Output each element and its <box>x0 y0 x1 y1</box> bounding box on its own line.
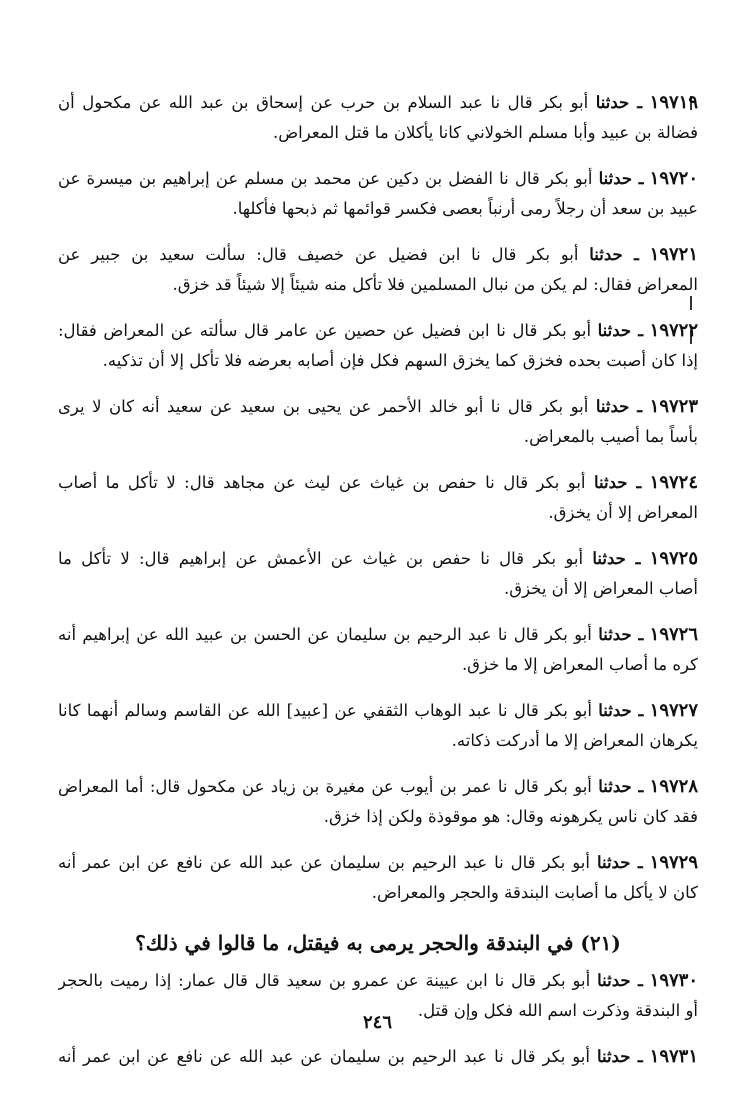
entry-number: ١٩٧٢٣ <box>649 396 698 417</box>
hadith-entry <box>58 316 698 376</box>
entry-lead: ـ حدثنا <box>589 245 639 264</box>
entry-line <box>58 240 698 270</box>
entry-number: ١٩٧٢٦ <box>649 624 698 645</box>
entry-line <box>58 468 698 498</box>
entry-line <box>58 696 698 726</box>
hadith-entry <box>58 164 698 224</box>
entry-lead: ـ حدثنا <box>598 701 644 720</box>
entry-text-line-1: أبو بكر قال نا عبد السلام بن حرب عن إسحاق بن عبد الله عن مكحول أن <box>58 93 589 112</box>
entry-text-line-1: أبو بكر قال نا أبو خالد الأحمر عن يحيى بن سعيد عن سعيد أنه كان لا يرى <box>58 397 589 416</box>
entry-lead: ـ حدثنا <box>596 1047 643 1066</box>
entry-text-line-2: كره ما أصاب المعراض إلا ما خزق. <box>461 655 698 674</box>
entry-number: ١٩٧٢٤ <box>649 472 698 493</box>
hadith-entry <box>58 696 698 756</box>
entry-text-line-2: أصاب المعراض إلا أن يخزق. <box>504 579 698 598</box>
entry-text-line-2: فضالة بن عبيد وأبا مسلم الخولاني كانا يأكلان ما قتل المعراض. <box>272 123 698 142</box>
entry-text-line-1: أبو بكر قال نا حفص بن غياث عن ليث عن مجاهد قال: لا تأكل ما أصاب <box>58 473 586 492</box>
entry-lead: ـ حدثنا <box>593 473 642 492</box>
entry-line <box>58 392 698 422</box>
entry-number: ١٩٧٣١ <box>649 1046 698 1067</box>
entry-text-line-1: أبو بكر قال نا ابن فضيل عن حصين عن عامر قال سألته عن المعراض فقال: <box>58 321 592 340</box>
hadith-entry <box>58 544 698 604</box>
entry-lead: ـ حدثنا <box>592 549 641 568</box>
entry-line <box>58 848 698 878</box>
entry-lead: ـ حدثنا <box>598 625 644 644</box>
entry-lead: ـ حدثنا <box>598 169 644 188</box>
entry-text-line-1: أبو بكر قال نا عبد الرحيم بن سليمان عن الحسن بن عبيد الله عن إبراهيم أنه <box>58 625 592 644</box>
entry-lead: ـ حدثنا <box>597 971 643 990</box>
entry-lead: ـ حدثنا <box>595 397 643 416</box>
page-text <box>58 88 698 1088</box>
entry-text-line-1: أبو بكر قال نا ابن عيينة عن عمرو بن سعيد قال قال عمار: إذا رميت بالحجر <box>58 971 591 990</box>
hadith-entry <box>58 1042 698 1072</box>
section-heading: (٢١) في البندقة والحجر يرمى به فيقتل، ما قالوا في ذلك؟ <box>135 931 621 955</box>
entry-text-line-2: يكرهان المعراض إلا ما أدركت ذكاته. <box>451 731 698 750</box>
entry-number: ١٩٧٢٠ <box>649 168 698 189</box>
entry-line <box>58 772 698 802</box>
entry-text-line-1: أبو بكر قال نا ابن فضيل عن خصيف قال: سألت سعيد بن جبير عن <box>58 245 579 264</box>
entry-line <box>58 1042 698 1072</box>
entry-line <box>58 966 698 996</box>
entry-number: ١٩٧٢٩ <box>649 852 698 873</box>
hadith-entry <box>58 88 698 148</box>
hadith-entry <box>58 620 698 680</box>
entry-text-line-2: المعراض إلا أن يخزق. <box>548 503 698 522</box>
entry-number: ١٩٧٣٠ <box>649 970 698 991</box>
entry-number: ١٩٧١٩ <box>649 92 698 113</box>
entry-text-line-2: أو البندقة وذكرت اسم الله فكل وإن قتل. <box>417 1001 698 1020</box>
page-number: ٢٤٦ <box>362 1012 392 1033</box>
entry-text-line-2: فقد كان ناس يكرهونه وقال: هو موقوذة ولكن إذا خزق. <box>323 807 698 826</box>
entry-number: ١٩٧٢٥ <box>649 548 698 569</box>
entry-lead: ـ حدثنا <box>596 853 643 872</box>
entry-lead: ـ حدثنا <box>597 321 644 340</box>
hadith-entry <box>58 848 698 908</box>
entry-text-line-1: أبو بكر قال نا عبد الرحيم بن سليمان عن عبد الله عن نافع عن ابن عمر أنه <box>58 1047 590 1066</box>
hadith-entry <box>58 392 698 452</box>
entry-text-line-1: أبو بكر قال نا حفص بن غياث عن الأعمش عن إبراهيم قال: لا تأكل ما <box>58 549 584 568</box>
entry-text-line-1: أبو بكر قال نا عبد الوهاب الثقفي عن [عبيد] الله عن القاسم وسالم أنهما كانا <box>58 701 592 720</box>
entry-number: ١٩٧٢٨ <box>649 776 698 797</box>
entry-text-line-2: عبيد بن سعد أن رجلاً رمى أرنباً بعصى فكسر قوائمها ثم ذبحها فأكلها. <box>232 199 698 218</box>
entry-text-line-2: المعراض فقال: لم يكن من نبال المسلمين فلا تأكل منه شيئاً إلا شيئاً قد خزق. <box>172 275 698 294</box>
entry-text-line-2: إذا كان أصبت بحده فخزق كما يخزق السهم فكل فإن أصابه بعرضه فلا تأكل إلا أن تذكيه. <box>102 351 698 370</box>
entry-text-line-1: أبو بكر قال نا عمر بن أيوب عن مغيرة بن زياد عن مكحول قال: أما المعراض <box>58 777 592 796</box>
hadith-entry <box>58 468 698 528</box>
hadith-entry <box>58 240 698 300</box>
entry-text-line-1: أبو بكر قال نا الفضل بن دكين عن محمد بن مسلم عن إبراهيم بن ميسرة عن <box>58 169 593 188</box>
entry-number: ١٩٧٢٧ <box>649 700 698 721</box>
entry-line <box>58 620 698 650</box>
hadith-entry <box>58 772 698 832</box>
entry-number: ١٩٧٢٢ <box>649 320 698 341</box>
entry-text-line-2: كان لا يأكل ما أصابت البندقة والحجر والمعراض. <box>371 883 698 902</box>
entry-line <box>58 88 698 118</box>
entry-lead: ـ حدثنا <box>595 93 643 112</box>
entry-text-line-2: بأساً بما أصيب بالمعراض. <box>523 427 698 446</box>
entry-line <box>58 164 698 194</box>
entry-text-line-1: أبو بكر قال نا عبد الرحيم بن سليمان عن عبد الله عن نافع عن ابن عمر أنه <box>58 853 590 872</box>
entry-line <box>58 316 698 346</box>
entry-line <box>58 544 698 574</box>
entry-number: ١٩٧٢١ <box>649 244 698 265</box>
entry-lead: ـ حدثنا <box>598 777 644 796</box>
